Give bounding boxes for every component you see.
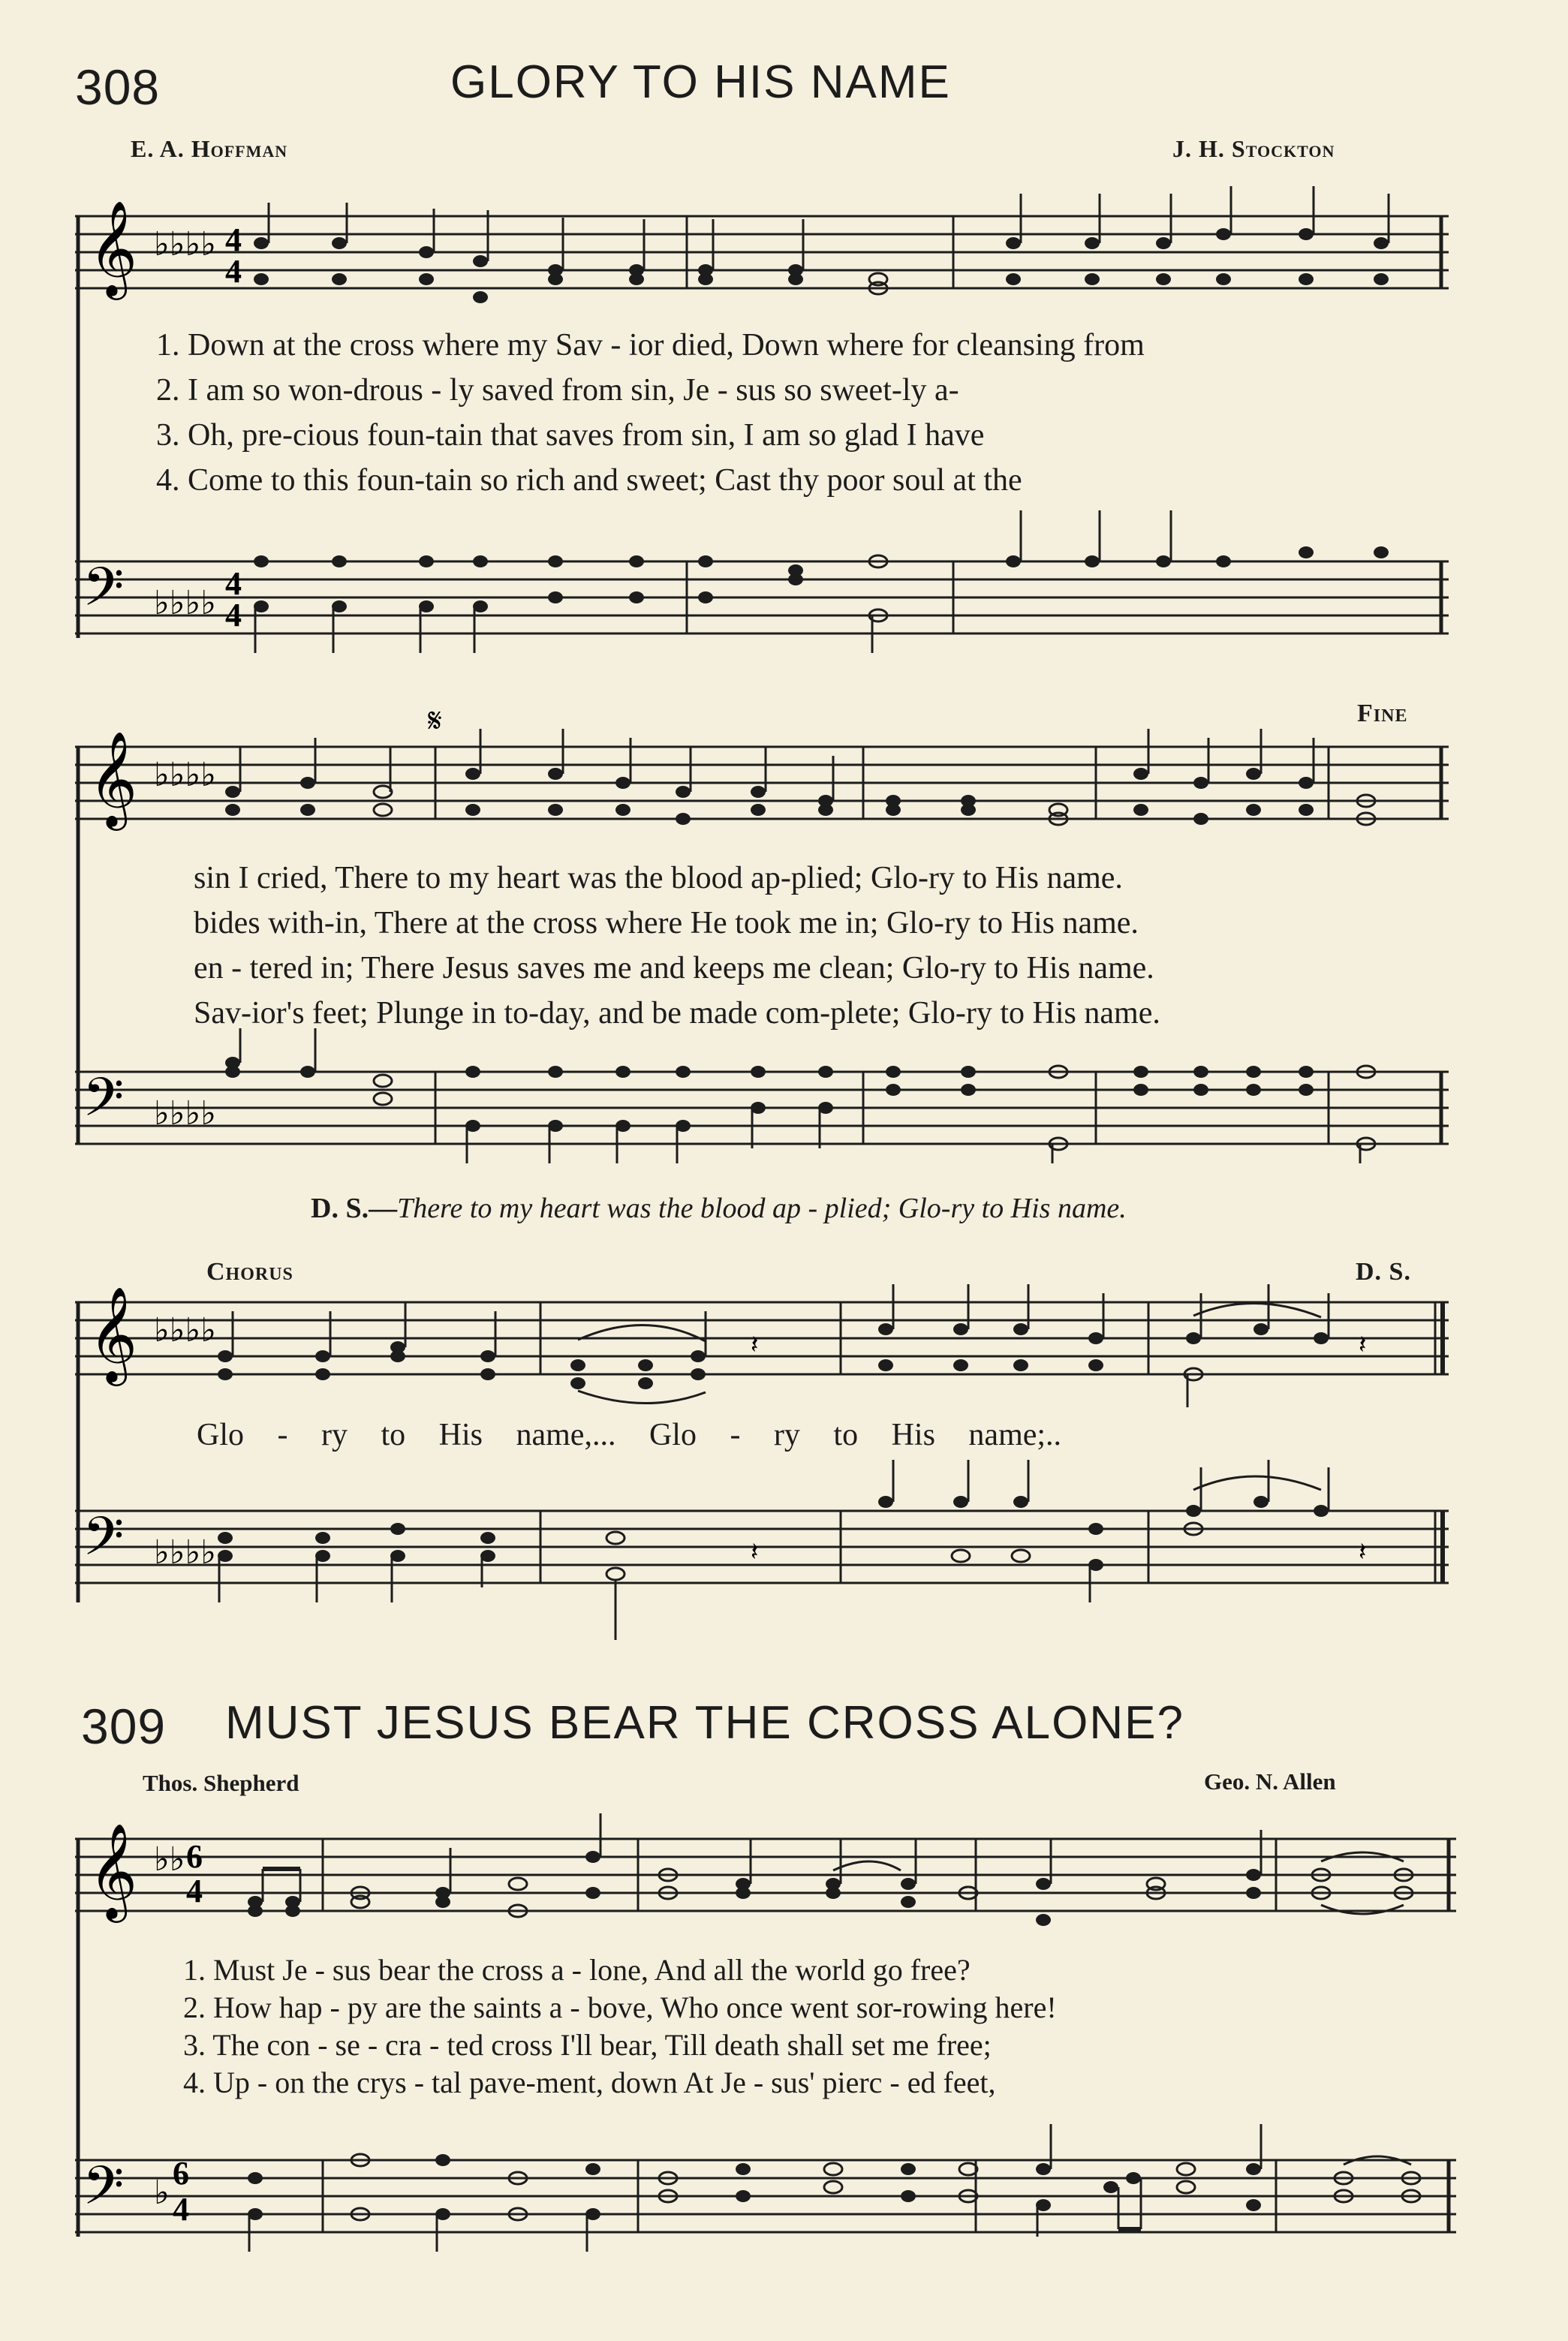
- verses-308-part1: [156, 323, 1145, 503]
- svg-text:4: 4: [225, 597, 242, 633]
- svg-text:𝄽: 𝄽: [1359, 1330, 1367, 1360]
- svg-text:𝄽: 𝄽: [751, 1537, 759, 1567]
- staff-309-treble: [75, 1822, 1456, 1929]
- svg-text:𝄞: 𝄞: [89, 1822, 138, 1918]
- composer-309: Geo. N. Allen: [1204, 1768, 1336, 1795]
- hymn-number-309: 309: [81, 1699, 167, 1754]
- verse-line: 1. Down at the cross where my Sav - ior died, Down where for cleansing from: [156, 328, 1145, 363]
- hymn-number-308: 308: [75, 59, 161, 115]
- verse-line: 4. Up - on the crys - tal pave-ment, down At Je - sus' pierc - ed feet,: [183, 2066, 996, 2099]
- svg-text:♭♭♭♭: ♭♭♭♭: [154, 1094, 217, 1133]
- svg-text:♭: ♭: [154, 2174, 170, 2212]
- staff-308-sys2-bass: [75, 1066, 1449, 1163]
- composer-308: J. H. Stockton: [1172, 135, 1335, 162]
- svg-text:4: 4: [186, 1873, 203, 1909]
- svg-text:𝄢: 𝄢: [83, 1506, 125, 1581]
- svg-text:4: 4: [225, 565, 242, 602]
- verse-line: 1. Must Je - sus bear the cross a - lone, And all the world go free?: [183, 1953, 971, 1987]
- verse-line: 3. Oh, pre-cious foun-tain that saves from sin, I am so glad I have: [156, 418, 985, 453]
- hymn-title-309: MUST JESUS BEAR THE CROSS ALONE?: [225, 1697, 1184, 1749]
- svg-text:𝄽: 𝄽: [1359, 1537, 1367, 1567]
- ds-instruction: [311, 1192, 1127, 1225]
- author-309: Thos. Shepherd: [143, 1770, 299, 1796]
- svg-text:𝄽: 𝄽: [751, 1330, 759, 1360]
- verse-line: Sav-ior's feet; Plunge in to-day, and be made com-plete; Glo-ry to His name.: [194, 996, 1160, 1031]
- svg-text:𝄢: 𝄢: [83, 2155, 125, 2230]
- svg-text:4: 4: [173, 2191, 189, 2228]
- ds-text: There to my heart was the blood ap - plied; Glo-ry to His name.: [397, 1193, 1127, 1224]
- verse-line: 2. I am so won-drous - ly saved from sin, Je - sus so sweet-ly a-: [156, 373, 959, 408]
- staff-308-sys1-bass: [75, 555, 1449, 653]
- ds-prefix: D. S.—: [311, 1193, 398, 1224]
- verses-308-part2: [194, 856, 1160, 1036]
- staff-308-chorus-treble: [75, 1286, 1449, 1392]
- svg-text:♭♭♭♭: ♭♭♭♭: [154, 1311, 217, 1350]
- svg-text:6: 6: [186, 1838, 203, 1875]
- staff-308-sys1-treble: [75, 200, 1449, 300]
- verse-line: 3. The con - se - cra - ted cross I'll bear, Till death shall set me free;: [183, 2028, 992, 2062]
- svg-text:𝄢: 𝄢: [83, 556, 125, 631]
- svg-text:♭♭♭♭: ♭♭♭♭: [154, 225, 217, 263]
- verse-line: bides with-in, There at the cross where He took me in; Glo-ry to His name.: [194, 906, 1139, 940]
- verse-line: 4. Come to this foun-tain so rich and sweet; Cast thy poor soul at the: [156, 463, 1022, 498]
- svg-text:♭♭♭♭: ♭♭♭♭: [154, 1533, 217, 1572]
- hymn-title-308: GLORY TO HIS NAME: [450, 56, 951, 108]
- staff-308-chorus-bass: [75, 1505, 1449, 1602]
- svg-text:𝄢: 𝄢: [83, 1067, 125, 1142]
- svg-text:𝄞: 𝄞: [89, 1286, 138, 1382]
- chorus-ds-marker: D. S.: [1356, 1258, 1411, 1286]
- svg-text:𝄋: 𝄋: [428, 702, 442, 740]
- author-308: E. A. Hoffman: [131, 135, 288, 162]
- svg-text:♭♭: ♭♭: [154, 1840, 185, 1879]
- svg-text:♭♭♭♭: ♭♭♭♭: [154, 756, 217, 794]
- svg-text:6: 6: [173, 2155, 189, 2192]
- svg-text:♭♭♭♭: ♭♭♭♭: [154, 584, 217, 622]
- verse-line: 2. How hap - py are the saints a - bove, Who once went sor-rowing here!: [183, 1990, 1057, 2024]
- svg-text:4: 4: [225, 253, 242, 290]
- verses-309: [183, 1951, 1057, 2102]
- fine-marker: Fine: [1357, 700, 1408, 727]
- chorus-lyrics: Glo - ry to His name,... Glo - ry to His name;..: [197, 1418, 1062, 1452]
- svg-text:𝄞: 𝄞: [89, 200, 138, 296]
- staff-309-bass: [75, 2154, 1456, 2252]
- verse-line: sin I cried, There to my heart was the blood ap-plied; Glo-ry to His name.: [194, 861, 1123, 895]
- svg-text:4: 4: [225, 221, 242, 258]
- verse-line: en - tered in; There Jesus saves me and keeps me clean; Glo-ry to His name.: [194, 951, 1154, 985]
- svg-text:𝄞: 𝄞: [89, 730, 138, 826]
- chorus-label: Chorus: [206, 1258, 293, 1286]
